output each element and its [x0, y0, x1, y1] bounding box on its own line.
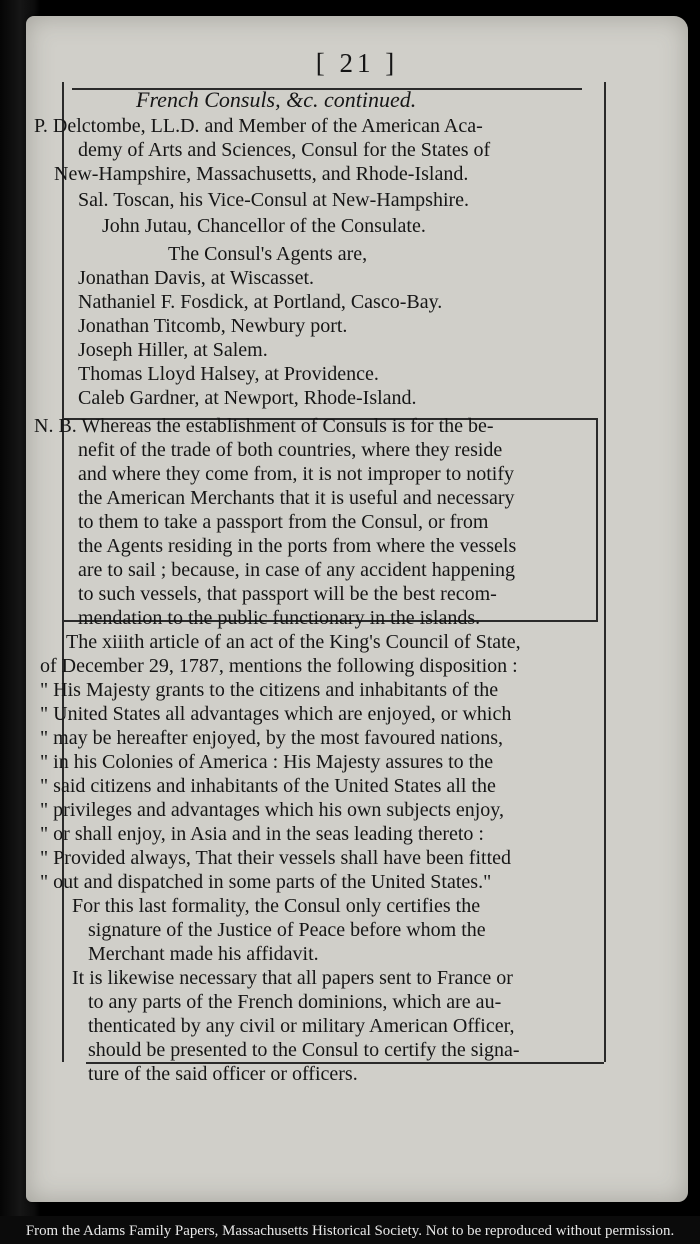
consul-line: P. Delctombe, LL.D. and Member of the American Aca- — [34, 115, 483, 137]
agent-item: Jonathan Davis, at Wiscasset. — [78, 267, 314, 289]
consul-line: demy of Arts and Sciences, Consul for the States of — [78, 139, 491, 161]
article-line: " in his Colonies of America : His Majesty assures to the — [40, 751, 494, 773]
formality-line: Merchant made his affidavit. — [88, 943, 319, 965]
likewise-line: thenticated by any civil or military American Officer, — [88, 1015, 515, 1037]
article-line: " out and dispatched in some parts of the United States." — [40, 871, 492, 893]
agent-item: Joseph Hiller, at Salem. — [78, 339, 268, 361]
nb-line: the Agents residing in the ports from where the vessels — [78, 535, 517, 557]
formality-line: signature of the Justice of Peace before whom the — [88, 919, 486, 941]
likewise-line: should be presented to the Consul to certify the signa- — [88, 1039, 520, 1061]
nb-line: mendation to the public functionary in the islands. — [78, 607, 481, 629]
agent-item: Nathaniel F. Fosdick, at Portland, Casco-Bay. — [78, 291, 443, 313]
article-line: " Provided always, That their vessels shall have been fitted — [40, 847, 512, 869]
article-line: of December 29, 1787, mentions the following disposition : — [40, 655, 518, 677]
consul-line: New-Hampshire, Massachusetts, and Rhode-Island. — [54, 163, 469, 185]
article-line: " may be hereafter enjoyed, by the most favoured nations, — [40, 727, 504, 749]
chancellor-line: John Jutau, Chancellor of the Consulate. — [102, 215, 426, 237]
agent-item: Thomas Lloyd Halsey, at Providence. — [78, 363, 379, 385]
page-number: [ 21 ] — [315, 48, 399, 78]
article-line: The xiiith article of an act of the King's Council of State, — [66, 631, 521, 653]
agent-item: Jonathan Titcomb, Newbury port. — [78, 315, 348, 337]
article-line: " United States all advantages which are enjoyed, or which — [40, 703, 512, 725]
likewise-line: to any parts of the French dominions, which are au- — [88, 991, 502, 1013]
footer-notice: From the Adams Family Papers, Massachusetts Historical Society. Not to be reproduced without permission. — [25, 1223, 675, 1239]
article-line: " privileges and advantages which his own subjects enjoy, — [40, 799, 504, 821]
article-line: " His Majesty grants to the citizens and inhabitants of the — [40, 679, 499, 701]
likewise-line: It is likewise necessary that all papers sent to France or — [72, 967, 513, 989]
nb-line: N. B. Whereas the establishment of Consuls is for the be- — [34, 415, 494, 437]
nb-line: and where they come from, it is not improper to notify — [78, 463, 515, 485]
formality-line: For this last formality, the Consul only certifies the — [72, 895, 481, 917]
nb-line: the American Merchants that it is useful and necessary — [78, 487, 515, 509]
article-line: " said citizens and inhabitants of the United States all the — [40, 775, 496, 797]
document-page — [26, 16, 688, 1202]
vice-consul-line: Sal. Toscan, his Vice-Consul at New-Hampshire. — [78, 189, 470, 211]
nb-line: to them to take a passport from the Consul, or from — [78, 511, 489, 533]
nb-line: nefit of the trade of both countries, where they reside — [78, 439, 503, 461]
nb-line: are to sail ; because, in case of any accident happening — [78, 559, 516, 581]
section-title: French Consuls, &c. continued. — [136, 87, 417, 112]
nb-line: to such vessels, that passport will be the best recom- — [78, 583, 497, 605]
agent-item: Caleb Gardner, at Newport, Rhode-Island. — [78, 387, 417, 409]
likewise-line: ture of the said officer or officers. — [88, 1063, 358, 1085]
agents-heading: The Consul's Agents are, — [168, 243, 368, 265]
article-line: " or shall enjoy, in Asia and in the seas leading thereto : — [40, 823, 484, 845]
